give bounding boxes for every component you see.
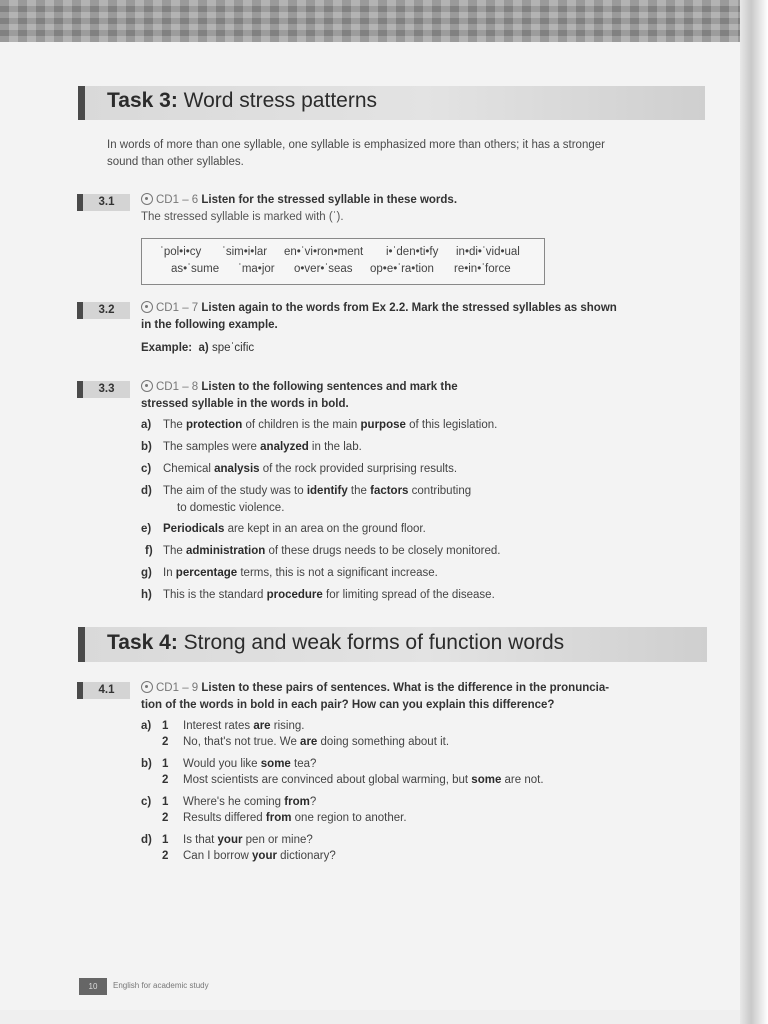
word: i•ˈden•ti•fy <box>386 246 439 258</box>
page-edge-shadow <box>740 0 768 1024</box>
decorative-top-band <box>0 0 768 42</box>
word: op•e•ˈra•tion <box>370 263 434 275</box>
word: o•ver•ˈseas <box>294 263 353 275</box>
word: re•in•ˈforce <box>454 263 511 275</box>
footer-title: English for academic study <box>113 981 209 990</box>
exercise-3-1-note: The stressed syllable is marked with (ˈ). <box>141 211 344 223</box>
word: in•di•ˈvid•ual <box>456 246 520 258</box>
cd-icon <box>141 301 153 313</box>
stress-word-box <box>141 238 545 285</box>
exercise-3-1-instruction: CD1 – 6 Listen for the stressed syllable in these words. <box>141 192 457 209</box>
exercise-number-4-1: 4.1 <box>77 682 130 699</box>
exercise-3-3-instruction: CD1 – 8 Listen to the following sentences and mark the stressed syllable in the words in bold. <box>141 381 458 410</box>
task3-header <box>78 86 705 120</box>
exercise-3-2-example: Example: a) speˈcific <box>141 342 255 354</box>
task3-title: Task 3: Word stress patterns <box>107 89 378 112</box>
exercise-4-1-instruction: CD1 – 9 Listen to these pairs of sentences. What is the difference in the pronuncia- tion of the words in bold in each pair? How can you explain this difference? <box>141 682 610 711</box>
cd-icon <box>141 193 153 205</box>
task4-header <box>78 627 707 662</box>
task4-title: Task 4: Strong and weak forms of function words <box>107 631 565 654</box>
exercise-number-3-3: 3.3 <box>77 381 130 398</box>
exercise-number-3-1: 3.1 <box>77 194 130 211</box>
page-number: 10 <box>79 978 107 995</box>
word: ˈma•jor <box>238 263 275 275</box>
task3-intro: In words of more than one syllable, one syllable is emphasized more than others; it has a stronger sound than other syllables. <box>107 139 605 168</box>
exercise-number-3-2: 3.2 <box>77 302 130 319</box>
word: ˈsim•i•lar <box>222 246 268 258</box>
cd-icon <box>141 681 153 693</box>
exercise-3-2-instruction: CD1 – 7 Listen again to the words from Ex 2.2. Mark the stressed syllables as shown in the following example. <box>141 302 617 331</box>
word: en•ˈvi•ron•ment <box>284 246 364 258</box>
cd-icon <box>141 380 153 392</box>
word: as•ˈsume <box>171 263 220 275</box>
word: ˈpol•i•cy <box>160 246 202 258</box>
